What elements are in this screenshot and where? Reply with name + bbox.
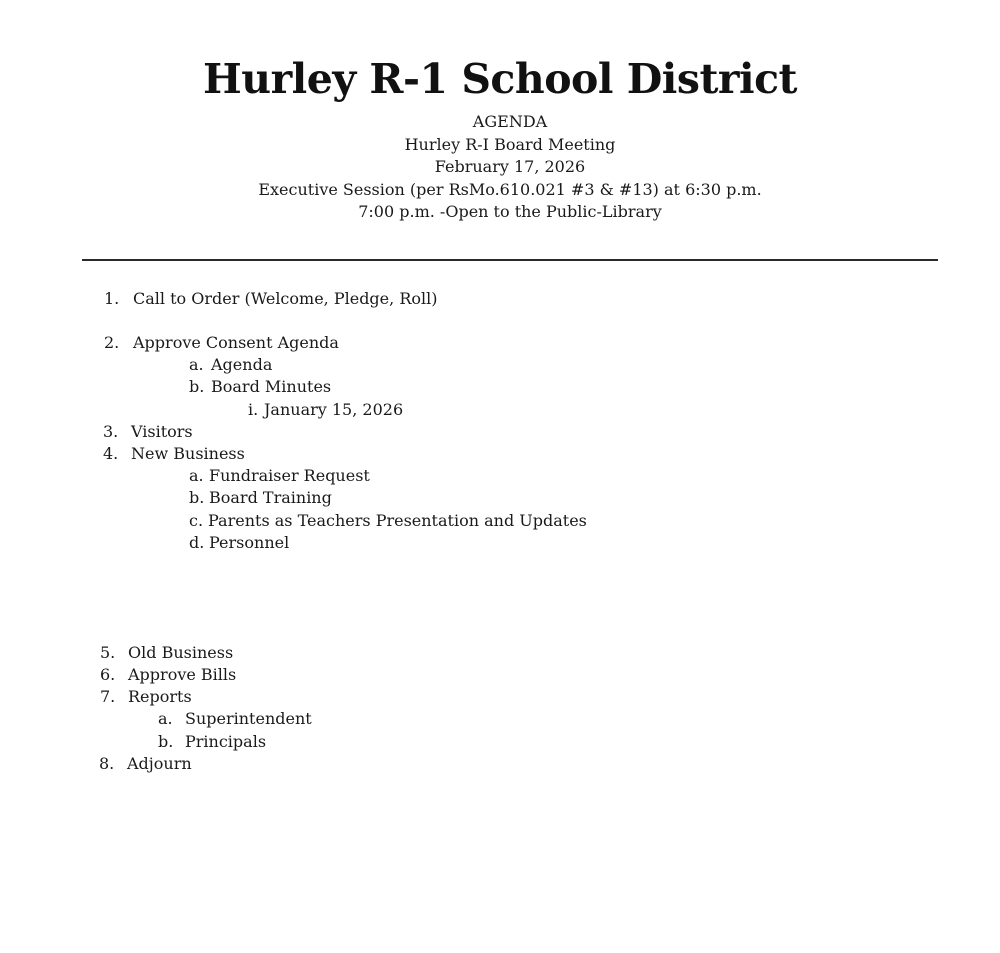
subitem-label: Parents as Teachers Presentation and Updates <box>208 511 587 530</box>
agenda-item-number: 1. <box>104 289 120 308</box>
subitem-label: Superintendent <box>185 709 312 728</box>
subitem-marker: b. <box>189 488 205 507</box>
agenda-item-number: 7. <box>100 687 116 706</box>
agenda-subitem-4a <box>189 465 370 487</box>
agenda-subitem-2b <box>189 376 331 398</box>
agenda-item-1 <box>104 288 437 310</box>
agenda-item-3 <box>103 421 193 443</box>
agenda-subitem-7b <box>158 731 266 753</box>
agenda-item-number: 2. <box>104 333 120 352</box>
subitem-label: Personnel <box>209 533 290 552</box>
agenda-item-label: Adjourn <box>127 754 192 773</box>
meeting-header <box>0 111 1000 224</box>
agenda-item-6 <box>100 664 236 686</box>
agenda-item-number: 6. <box>100 665 116 684</box>
agenda-item-number: 8. <box>99 754 115 773</box>
subitem-label: Fundraiser Request <box>209 466 370 485</box>
agenda-item-8 <box>99 753 192 775</box>
header-divider <box>82 259 938 261</box>
subitem-label: Board Minutes <box>211 377 332 396</box>
subitem-marker: a. <box>158 709 173 728</box>
agenda-item-number: 4. <box>103 444 119 463</box>
subitem-marker: c. <box>189 511 204 530</box>
agenda-item-label: Call to Order (Welcome, Pledge, Roll) <box>133 289 438 308</box>
agenda-item-label: Approve Consent Agenda <box>133 333 339 352</box>
subitem-label: January 15, 2026 <box>264 400 404 419</box>
agenda-item-number: 5. <box>100 643 116 662</box>
meeting-date: February 17, 2026 <box>434 157 586 176</box>
agenda-subitem-2b-i <box>248 399 403 421</box>
district-title: Hurley R-1 School District <box>203 55 797 103</box>
subitem-marker: b. <box>158 732 174 751</box>
agenda-item-label: Visitors <box>131 422 193 441</box>
agenda-heading: AGENDA <box>472 112 548 131</box>
agenda-item-label: Old Business <box>128 643 234 662</box>
agenda-item-label: Reports <box>128 687 192 706</box>
agenda-item-4 <box>103 443 245 465</box>
agenda-item-7 <box>100 686 192 708</box>
subitem-label: Agenda <box>211 355 273 374</box>
subitem-label: Principals <box>185 732 267 751</box>
agenda-subitem-7a <box>158 708 312 730</box>
agenda-item-number: 3. <box>103 422 119 441</box>
subitem-marker: b. <box>189 377 205 396</box>
subitem-marker: d. <box>189 533 205 552</box>
agenda-subitem-2a <box>189 354 272 376</box>
meeting-name: Hurley R-I Board Meeting <box>404 134 616 154</box>
subitem-marker: a. <box>189 466 204 485</box>
agenda-item-label: New Business <box>131 444 245 463</box>
open-session-note: 7:00 p.m. -Open to the Public-Library <box>358 202 662 221</box>
agenda-item-label: Approve Bills <box>128 665 237 684</box>
agenda-item-2 <box>104 332 339 354</box>
subitem-marker: a. <box>189 355 204 374</box>
agenda-item-5 <box>100 642 233 664</box>
agenda-subitem-4c <box>189 510 587 532</box>
executive-session-note: Executive Session (per RsMo.610.021 #3 & #13) at 6:30 p.m. <box>258 179 762 199</box>
agenda-subitem-4d <box>189 532 289 554</box>
subitem-label: Board Training <box>209 488 332 507</box>
agenda-subitem-4b <box>189 487 332 509</box>
subitem-marker: i. <box>248 400 259 419</box>
